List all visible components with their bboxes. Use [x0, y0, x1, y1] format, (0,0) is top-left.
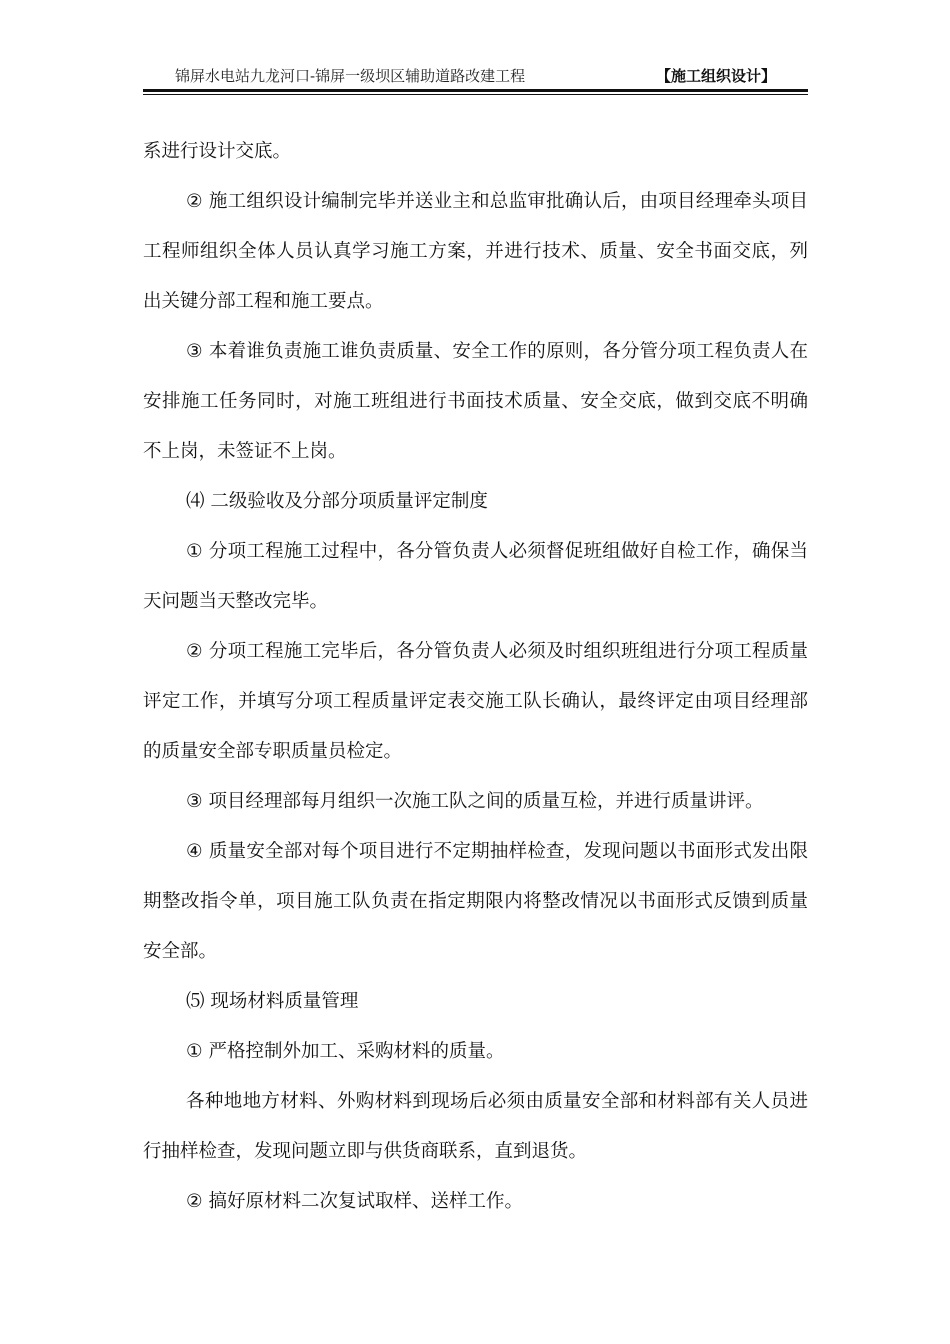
- paragraph: ② 搞好原材料二次复试取样、送样工作。: [186, 1191, 523, 1212]
- body-text: [143, 127, 808, 1227]
- paragraph: ① 分项工程施工过程中，各分管负责人必须督促班组做好自检工作，确保当天问题当天整改完毕。: [143, 541, 808, 612]
- header-rule-thick: [143, 89, 808, 92]
- header-title: 锦屏水电站九龙河口-锦屏一级坝区辅助道路改建工程: [175, 67, 526, 85]
- section-heading: ⑸ 现场材料质量管理: [186, 991, 359, 1012]
- section-heading: ⑷ 二级验收及分部分项质量评定制度: [186, 491, 488, 512]
- page-header: [143, 66, 808, 88]
- paragraph: ② 施工组织设计编制完毕并送业主和总监审批确认后，由项目经理牵头项目工程师组织全体人员认真学习施工方案，并进行技术、质量、安全书面交底，列出关键分部工程和施工要点。: [143, 191, 808, 312]
- paragraph: ③ 项目经理部每月组织一次施工队之间的质量互检，并进行质量讲评。: [186, 791, 764, 812]
- paragraph: ② 分项工程施工完毕后，各分管负责人必须及时组织班组进行分项工程质量评定工作，并填写分项工程质量评定表交施工队长确认，最终评定由项目经理部的质量安全部专职质量员检定。: [143, 641, 808, 762]
- paragraph: ③ 本着谁负责施工谁负责质量、安全工作的原则，各分管分项工程负责人在安排施工任务同时，对施工班组进行书面技术质量、安全交底，做到交底不明确不上岗，未签证不上岗。: [143, 341, 808, 462]
- header-rule-thin: [143, 94, 808, 95]
- paragraph: 各种地地方材料、外购材料到现场后必须由质量安全部和材料部有关人员进行抽样检查，发现问题立即与供货商联系，直到退货。: [143, 1091, 808, 1162]
- paragraph: ④ 质量安全部对每个项目进行不定期抽样检查，发现问题以书面形式发出限期整改指令单，项目施工队负责在指定期限内将整改情况以书面形式反馈到质量安全部。: [143, 841, 808, 962]
- paragraph: ① 严格控制外加工、采购材料的质量。: [186, 1041, 505, 1062]
- paragraph: 系进行设计交底。: [143, 141, 292, 162]
- header-section-tag: 【施工组织设计】: [655, 67, 776, 85]
